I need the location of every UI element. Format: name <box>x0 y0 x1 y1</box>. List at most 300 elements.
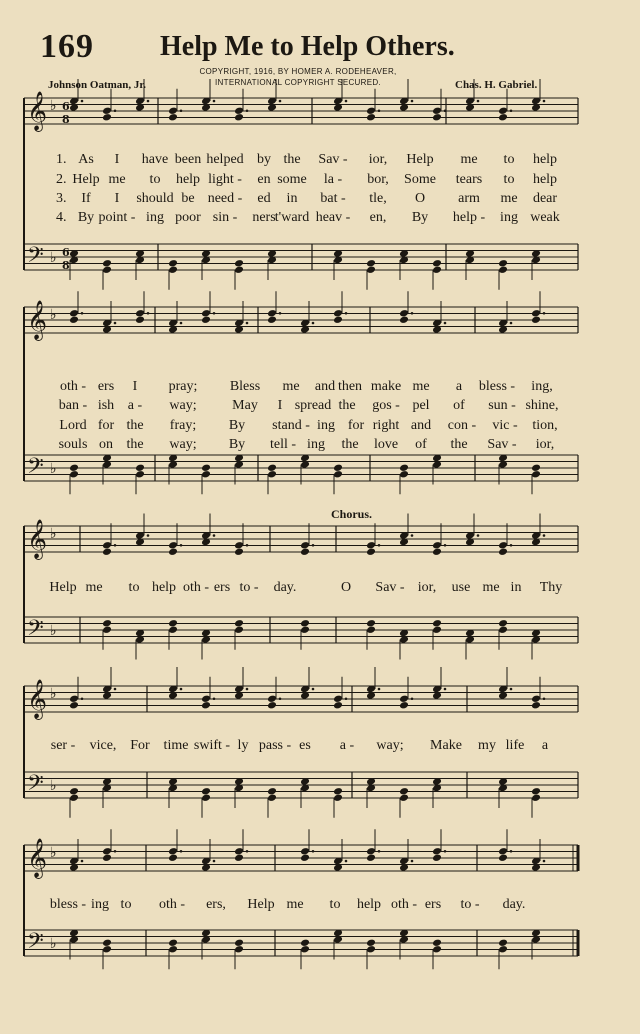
note-head <box>69 694 79 703</box>
lyric-word: stand - <box>272 418 310 433</box>
lyric-word: me <box>108 172 126 187</box>
note-head <box>201 701 211 710</box>
note-head <box>531 315 541 324</box>
lyric-word: ior, <box>535 437 555 452</box>
flat-sign: ♭ <box>50 686 57 702</box>
note-head <box>168 619 178 628</box>
lyric-word: should <box>136 191 174 206</box>
note-head <box>168 625 178 634</box>
note-head <box>168 853 178 862</box>
lyric-word: By <box>77 210 95 225</box>
note-head <box>300 847 310 856</box>
lyric-word: Sav - <box>318 152 348 167</box>
lyric-word: pray; <box>168 379 198 394</box>
note-head <box>168 945 178 954</box>
note-head <box>333 315 343 324</box>
lyric-word: arm <box>458 191 480 206</box>
lyric-word: ers, <box>206 897 226 912</box>
lyric-word: help <box>532 172 558 187</box>
lyric-word: in <box>286 191 298 206</box>
lyric-word: in <box>510 580 522 595</box>
lyric-word: ners <box>252 210 276 225</box>
lyric-word: to <box>329 897 341 912</box>
lyric-word: Help <box>406 152 434 167</box>
note-head <box>168 259 178 268</box>
lyric-word: ish <box>97 398 115 413</box>
lyric-word: poor <box>175 210 201 225</box>
dot <box>345 697 348 700</box>
dot <box>147 534 150 537</box>
dot <box>543 697 546 700</box>
lyric-word: en, <box>369 210 387 225</box>
dot <box>114 544 117 547</box>
hymn-title: Help Me to Help Others. <box>160 31 455 62</box>
dot <box>543 860 546 863</box>
lyric-word: bless - <box>478 379 516 394</box>
lyric-word: ly <box>237 738 249 753</box>
lyric-word: Help <box>49 580 77 595</box>
lyric-word: May <box>232 398 258 413</box>
lyric-word: pel <box>412 398 430 413</box>
lyric-word: oth - <box>182 580 210 595</box>
note-head <box>498 625 508 634</box>
time-signature: 8 <box>62 259 70 272</box>
note-head <box>432 619 442 628</box>
dot <box>114 688 117 691</box>
note-head <box>135 463 145 472</box>
treble-clef: 𝄞 <box>27 300 48 340</box>
lyric-word: ing <box>317 418 335 433</box>
note-head <box>69 470 79 479</box>
dot <box>312 850 315 853</box>
note-head <box>267 463 277 472</box>
lyric-word: ior, <box>417 580 437 595</box>
verse-number: 1. <box>56 152 67 167</box>
lyric-word: Help <box>72 172 100 187</box>
lyric-word: a <box>541 738 549 753</box>
note-head <box>300 619 310 628</box>
note-head <box>366 945 376 954</box>
lyric-word: way; <box>376 738 404 753</box>
dot <box>312 688 315 691</box>
note-head <box>267 694 277 703</box>
note-head <box>102 547 112 556</box>
note-head <box>168 847 178 856</box>
note-head <box>399 701 409 710</box>
note-head <box>366 259 376 268</box>
note-head <box>399 309 409 318</box>
lyric-word: oth - <box>59 379 87 394</box>
note-head <box>168 547 178 556</box>
lyric-word: a - <box>339 738 355 753</box>
lyric-word: of <box>453 398 465 413</box>
lyric-word: oth - <box>390 897 418 912</box>
lyric-word: tell - <box>269 437 297 452</box>
note-head <box>366 619 376 628</box>
dot <box>378 109 381 112</box>
lyric-word: use <box>451 580 471 595</box>
note-head <box>201 694 211 703</box>
treble-clef: 𝄞 <box>27 519 48 559</box>
lyric-word: By <box>228 418 246 433</box>
lyric-word: souls <box>58 437 88 452</box>
dot <box>543 534 546 537</box>
time-signature: 8 <box>62 113 70 126</box>
note-head <box>234 547 244 556</box>
lyric-word: to <box>120 897 132 912</box>
flat-sign: ♭ <box>50 461 57 477</box>
lyric-word: the <box>450 437 468 452</box>
lyric-word: be <box>181 191 195 206</box>
dot <box>180 544 183 547</box>
chorus-label: Chorus. <box>331 507 373 521</box>
lyric-word: shine, <box>525 398 559 413</box>
lyric-word: oth - <box>158 897 186 912</box>
lyric-word: gos - <box>372 398 400 413</box>
note-head <box>432 938 442 947</box>
lyric-word: O <box>340 580 352 595</box>
note-head <box>201 787 211 796</box>
lyric-word: for <box>347 418 365 433</box>
lyric-word: Bless <box>229 379 261 394</box>
note-head <box>498 259 508 268</box>
note-head <box>201 470 211 479</box>
lyric-word: dear <box>532 191 558 206</box>
dot <box>180 688 183 691</box>
note-head <box>432 265 442 274</box>
note-head <box>102 259 112 268</box>
note-head <box>366 541 376 550</box>
dot <box>312 322 315 325</box>
lyric-word: pass - <box>258 738 292 753</box>
lyric-word: bless - <box>49 897 87 912</box>
lyric-word: me <box>500 191 518 206</box>
lyric-word: to <box>128 580 140 595</box>
dot <box>81 100 84 103</box>
note-head <box>69 787 79 796</box>
note-head <box>498 113 508 122</box>
dot <box>444 850 447 853</box>
dot <box>510 109 513 112</box>
note-head <box>333 793 343 802</box>
note-head <box>432 106 442 115</box>
lyric-word: Thy <box>539 580 563 595</box>
lyric-word: ing <box>91 897 109 912</box>
lyric-word: en <box>257 172 271 187</box>
lyric-word: time <box>163 738 189 753</box>
note-head <box>300 938 310 947</box>
lyric-word: ing <box>307 437 325 452</box>
note-head <box>267 309 277 318</box>
note-head <box>498 938 508 947</box>
dot <box>411 312 414 315</box>
note-head <box>300 625 310 634</box>
note-head <box>234 625 244 634</box>
note-head <box>366 847 376 856</box>
dot <box>147 100 150 103</box>
lyric-word: vice, <box>89 738 117 753</box>
note-head <box>432 847 442 856</box>
note-head <box>366 625 376 634</box>
note-head <box>234 853 244 862</box>
lyric-word: fray; <box>169 418 197 433</box>
lyric-word: right <box>372 418 400 433</box>
note-head <box>531 470 541 479</box>
bass-clef: 𝄢 <box>27 771 44 801</box>
dot <box>510 850 513 853</box>
dot <box>345 860 348 863</box>
note-head <box>234 938 244 947</box>
verse-number: 2. <box>56 172 67 187</box>
dot <box>444 688 447 691</box>
dot <box>279 312 282 315</box>
note-head <box>366 547 376 556</box>
note-head <box>201 315 211 324</box>
lyric-word: a - <box>127 398 143 413</box>
lyric-word: make <box>370 379 402 394</box>
note-head <box>333 470 343 479</box>
lyric-word: life <box>505 738 525 753</box>
note-head <box>267 470 277 479</box>
lyric-word: bor, <box>367 172 389 187</box>
lyric-word: spread <box>294 398 332 413</box>
lyric-word: I <box>114 152 120 167</box>
lyric-word: light - <box>208 172 242 187</box>
note-head <box>234 113 244 122</box>
dot <box>213 534 216 537</box>
lyric-word: weak <box>530 210 560 225</box>
lyric-word: the <box>341 437 359 452</box>
note-head <box>234 106 244 115</box>
lyric-word: point - <box>98 210 136 225</box>
lyric-word: me <box>482 580 500 595</box>
lyric-word: some <box>277 172 307 187</box>
lyric-word: help <box>151 580 177 595</box>
lyric-word: Help <box>247 897 275 912</box>
lyric-word: to <box>149 172 161 187</box>
note-head <box>366 938 376 947</box>
note-head <box>267 793 277 802</box>
dot <box>114 109 117 112</box>
dot <box>279 697 282 700</box>
lyric-word: way; <box>169 437 197 452</box>
lyric-word: Sav - <box>375 580 405 595</box>
note-head <box>234 259 244 268</box>
note-head <box>300 547 310 556</box>
lyric-word: Make <box>430 738 462 753</box>
note-head <box>333 463 343 472</box>
note-head <box>399 315 409 324</box>
note-head <box>399 793 409 802</box>
lyric-word: of <box>415 437 427 452</box>
note-head <box>432 945 442 954</box>
note-head <box>201 793 211 802</box>
lyric-word: helped <box>206 152 244 167</box>
lyric-word: the <box>283 152 301 167</box>
dot <box>114 850 117 853</box>
lyric-word: For <box>130 738 150 753</box>
note-head <box>333 701 343 710</box>
note-head <box>168 106 178 115</box>
note-head <box>498 945 508 954</box>
note-head <box>69 309 79 318</box>
lyric-word: ing, <box>531 379 553 394</box>
lyric-word: day. <box>502 897 526 912</box>
note-head <box>366 265 376 274</box>
dot <box>345 312 348 315</box>
lyric-word: me <box>286 897 304 912</box>
note-head <box>102 106 112 115</box>
dot <box>477 100 480 103</box>
note-head <box>234 847 244 856</box>
note-head <box>531 463 541 472</box>
dot <box>444 109 447 112</box>
dot <box>444 544 447 547</box>
note-head <box>498 106 508 115</box>
note-head <box>300 945 310 954</box>
lyric-word: then <box>337 379 363 394</box>
dot <box>510 544 513 547</box>
note-head <box>267 787 277 796</box>
treble-clef: 𝄞 <box>27 679 48 719</box>
dot <box>213 697 216 700</box>
lyric-word: ers <box>213 580 231 595</box>
copyright-line: INTERNATIONAL COPYRIGHT SECURED. <box>215 78 381 87</box>
lyric-word: tle, <box>369 191 387 206</box>
lyric-word: to <box>503 152 515 167</box>
lyric-word: bat - <box>320 191 346 206</box>
lyric-word: Some <box>404 172 436 187</box>
note-head <box>300 541 310 550</box>
note-head <box>498 265 508 274</box>
dot <box>378 850 381 853</box>
note-head <box>267 315 277 324</box>
dot <box>510 688 513 691</box>
dot <box>246 688 249 691</box>
lyric-word: help <box>175 172 201 187</box>
dot <box>246 544 249 547</box>
flat-sign: ♭ <box>50 778 57 794</box>
note-head <box>366 853 376 862</box>
lyric-word: la - <box>323 172 343 187</box>
note-head <box>432 547 442 556</box>
lyric-word: ers <box>424 897 442 912</box>
lyric-word: to - <box>239 580 259 595</box>
lyric-word: and <box>314 379 336 394</box>
flat-sign: ♭ <box>50 307 57 323</box>
flat-sign: ♭ <box>50 845 57 861</box>
flat-sign: ♭ <box>50 250 57 266</box>
note-head <box>300 853 310 862</box>
dot <box>246 850 249 853</box>
note-head <box>168 541 178 550</box>
lyric-word: to <box>503 172 515 187</box>
lyric-word: by <box>257 152 271 167</box>
lyric-word: on <box>99 437 113 452</box>
lyric-word: I <box>132 379 138 394</box>
lyric-word: ers <box>97 379 115 394</box>
dot <box>246 109 249 112</box>
lyric-word: help <box>532 152 558 167</box>
lyric-word: Sav - <box>487 437 517 452</box>
note-head <box>234 265 244 274</box>
lyric-word: the <box>338 398 356 413</box>
dot <box>213 100 216 103</box>
note-head <box>168 938 178 947</box>
dot <box>411 860 414 863</box>
note-head <box>366 106 376 115</box>
note-head <box>498 619 508 628</box>
lyric-word: me <box>412 379 430 394</box>
note-head <box>234 945 244 954</box>
lyric-word: I <box>114 191 120 206</box>
dot <box>114 322 117 325</box>
lyric-word: swift - <box>193 738 231 753</box>
lyric-word: help <box>356 897 382 912</box>
note-head <box>69 315 79 324</box>
note-head <box>267 701 277 710</box>
note-head <box>432 625 442 634</box>
lyric-word: for <box>97 418 115 433</box>
note-head <box>135 470 145 479</box>
dot <box>411 534 414 537</box>
note-head <box>69 793 79 802</box>
lyric-word: con - <box>447 418 477 433</box>
note-head <box>531 694 541 703</box>
note-head <box>399 470 409 479</box>
flat-sign: ♭ <box>50 526 57 542</box>
lyric-word: By <box>411 210 429 225</box>
lyric-word: O <box>414 191 426 206</box>
lyric-word: ing <box>500 210 518 225</box>
note-head <box>102 625 112 634</box>
treble-clef: 𝄞 <box>27 838 48 878</box>
lyric-word: way; <box>169 398 197 413</box>
lyric-word: sun - <box>488 398 516 413</box>
lyric-word: tears <box>455 172 483 187</box>
hymn-number: 169 <box>40 28 94 65</box>
note-head <box>234 619 244 628</box>
lyric-word: the <box>126 437 144 452</box>
dot <box>279 100 282 103</box>
dot <box>246 322 249 325</box>
lyric-word: t'ward <box>274 210 310 225</box>
note-head <box>366 113 376 122</box>
note-head <box>531 309 541 318</box>
dot <box>411 100 414 103</box>
dot <box>378 544 381 547</box>
lyric-word: ior, <box>368 152 388 167</box>
note-head <box>168 265 178 274</box>
lyric-word: As <box>78 152 94 167</box>
note-head <box>432 853 442 862</box>
flat-sign: ♭ <box>50 98 57 114</box>
lyric-word: tion, <box>532 418 558 433</box>
lyric-word: ing <box>146 210 164 225</box>
lyric-word: the <box>126 418 144 433</box>
dot <box>312 544 315 547</box>
lyric-word: ser - <box>50 738 76 753</box>
note-head <box>102 113 112 122</box>
note-head <box>531 701 541 710</box>
dot <box>180 322 183 325</box>
dot <box>81 860 84 863</box>
lyric-word: me <box>282 379 300 394</box>
dot <box>147 312 150 315</box>
note-head <box>201 463 211 472</box>
lyric-word: have <box>141 152 169 167</box>
note-head <box>69 463 79 472</box>
